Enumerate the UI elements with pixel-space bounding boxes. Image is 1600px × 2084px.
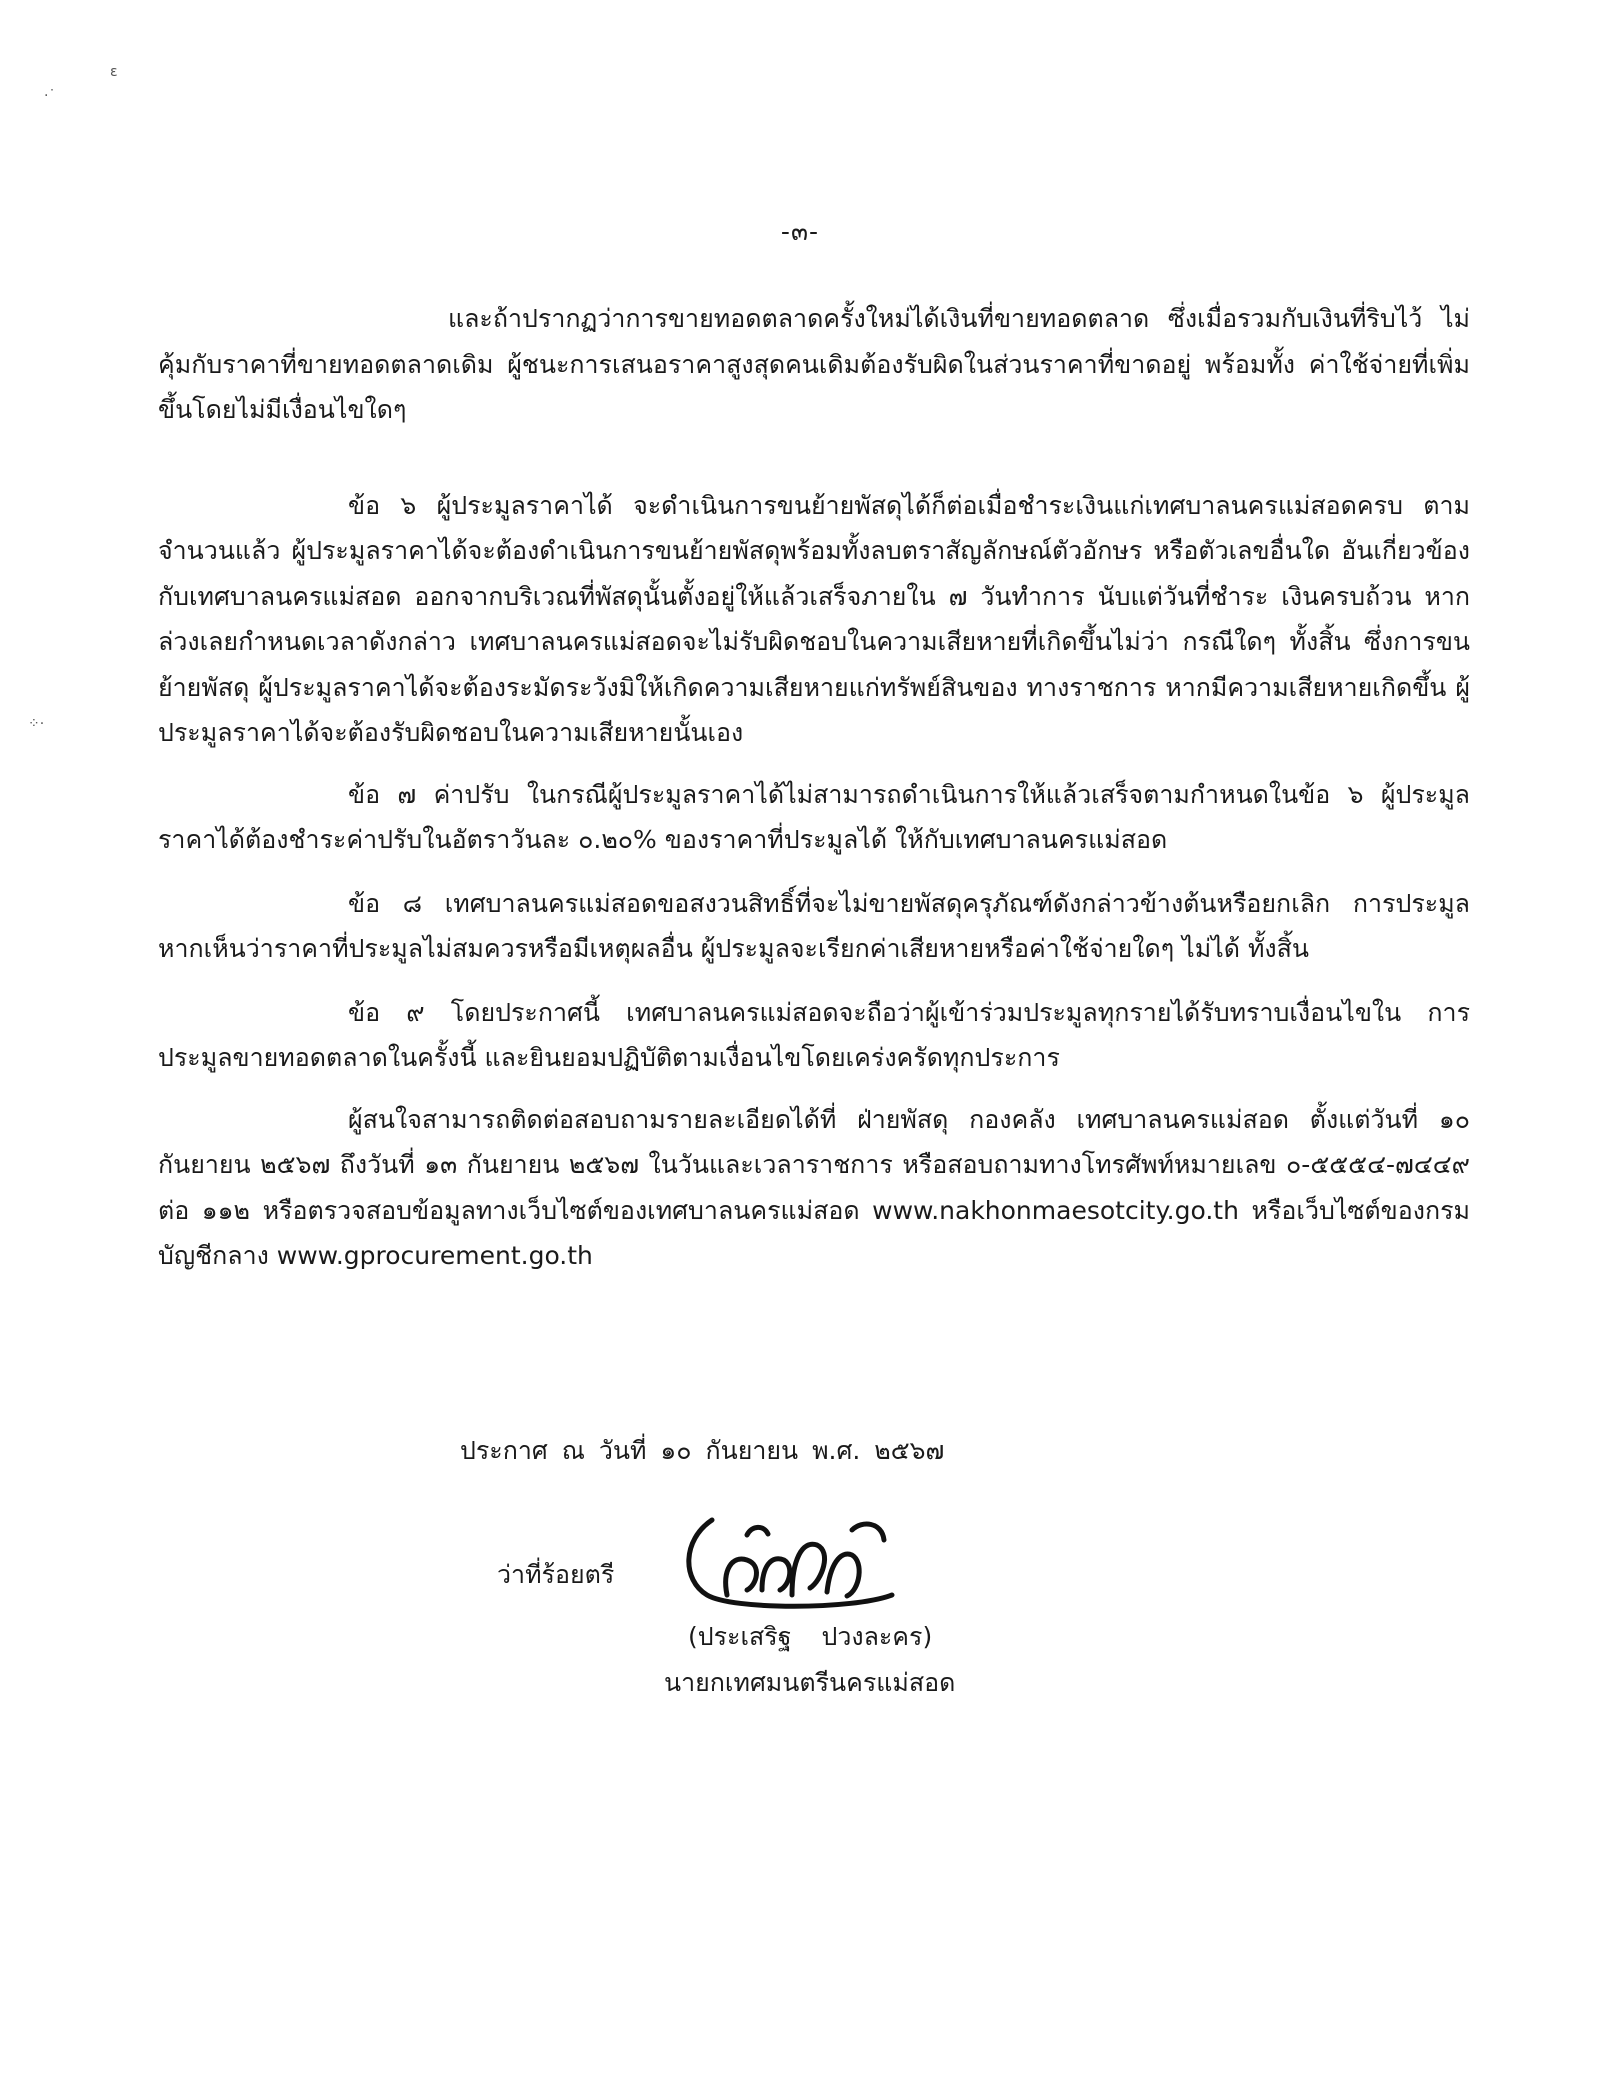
paragraph-continuation: และถ้าปรากฏว่าการขายทอดตลาดครั้งใหม่ได้เงินที่ขายทอดตลาด ซึ่งเมื่อรวมกับเงินที่ริบไว้ ไม่คุ้มกับราคาที่ขายทอดตลาดเดิม ผู้ชนะการเสนอราคาสูงสุดคนเดิมต้องรับผิดในส่วนราคาที่ขาดอยู่ พร้อมทั้ง ค่าใช้จ่ายที่เพิ่มขึ้นโดยไม่มีเงื่อนไขใดๆ: [158, 304, 1470, 424]
clause-6: ข้อ ๖ ผู้ประมูลราคาได้ จะดำเนินการขนย้ายพัสดุได้ก็ต่อเมื่อชำระเงินแก่เทศบาลนครแม่สอดครบ ตามจำนวนแล้ว ผู้ประมูลราคาได้จะต้องดำเนินการขนย้ายพัสดุพร้อมทั้งลบตราสัญลักษณ์ตัวอักษร หรือตัวเลขอื่นใด อันเกี่ยวข้องกับเทศบาลนครแม่สอด ออกจากบริเวณที่พัสดุนั้นตั้งอยู่ให้แล้วเสร็จภายใน ๗ วันทำการ นับแต่วันที่ชำระ เงินครบถ้วน หากล่วงเลยกำหนดเวลาดังกล่าว เทศบาลนครแม่สอดจะไม่รับผิดชอบในความเสียหายที่เกิดขึ้นไม่ว่า กรณีใดๆ ทั้งสิ้น ซึ่งการขนย้ายพัสดุ ผู้ประมูลราคาได้จะต้องระมัดระวังมิให้เกิดความเสียหายแก่ทรัพย์สินของ ทางราชการ หากมีความเสียหายเกิดขึ้น ผู้ประมูลราคาได้จะต้องรับผิดชอบในความเสียหายนั้นเอง: [158, 490, 1470, 747]
signer-rank: ว่าที่ร้อยตรี: [497, 1560, 615, 1589]
scan-speck: ·˙: [44, 88, 56, 104]
announcement-date: ประกาศ ณ วันที่ ๑๐ กันยายน พ.ศ. ๒๕๖๗: [460, 1436, 945, 1465]
scan-speck: ⁘·: [28, 716, 45, 732]
signer-title: นายกเทศมนตรีนครแม่สอด: [664, 1668, 956, 1697]
contact-paragraph: ผู้สนใจสามารถติดต่อสอบถามรายละเอียดได้ที่ ฝ่ายพัสดุ กองคลัง เทศบาลนครแม่สอด ตั้งแต่วันที่ ๑๐ กันยายน ๒๕๖๗ ถึงวันที่ ๑๓ กันยายน ๒๕๖๗ ในวันและเวลาราชการ หรือสอบถามทางโทรศัพท์หมายเลข ๐-๕๕๕๔-๗๔๔๙ ต่อ ๑๑๒ หรือตรวจสอบข้อมูลทางเว็บไซต์ของเทศบาลนครแม่สอด www.nakhonmaesotcity.go.th หรือเว็บไซต์ของกรมบัญชีกลาง www.gprocurement.go.th: [158, 1104, 1470, 1270]
scan-speck: ε: [110, 64, 118, 80]
page-number: -๓-: [780, 217, 820, 246]
clause-9: ข้อ ๙ โดยประกาศนี้ เทศบาลนครแม่สอดจะถือว่าผู้เข้าร่วมประมูลทุกรายได้รับทราบเงื่อนไขใน การประมูลขายทอดตลาดในครั้งนี้ และยินยอมปฏิบัติตามเงื่อนไขโดยเคร่งครัดทุกประการ: [158, 997, 1470, 1072]
signer-name: (ประเสริฐ ปวงละคร): [688, 1622, 933, 1651]
clause-8: ข้อ ๘ เทศบาลนครแม่สอดขอสงวนสิทธิ์ที่จะไม่ขายพัสดุครุภัณฑ์ดังกล่าวข้างต้นหรือยกเลิก การประมูล หากเห็นว่าราคาที่ประมูลไม่สมควรหรือมีเหตุผลอื่น ผู้ประมูลจะเรียกค่าเสียหายหรือค่าใช้จ่ายใดๆ ไม่ได้ ทั้งสิ้น: [158, 888, 1470, 963]
clause-7: ข้อ ๗ ค่าปรับ ในกรณีผู้ประมูลราคาได้ไม่สามารถดำเนินการให้แล้วเสร็จตามกำหนดในข้อ ๖ ผู้ประมูลราคาได้ต้องชำระค่าปรับในอัตราวันละ ๐.๒๐% ของราคาที่ประมูลได้ ให้กับเทศบาลนครแม่สอด: [158, 779, 1470, 854]
document-body: [158, 296, 1470, 1279]
handwritten-signature: [652, 1500, 902, 1620]
